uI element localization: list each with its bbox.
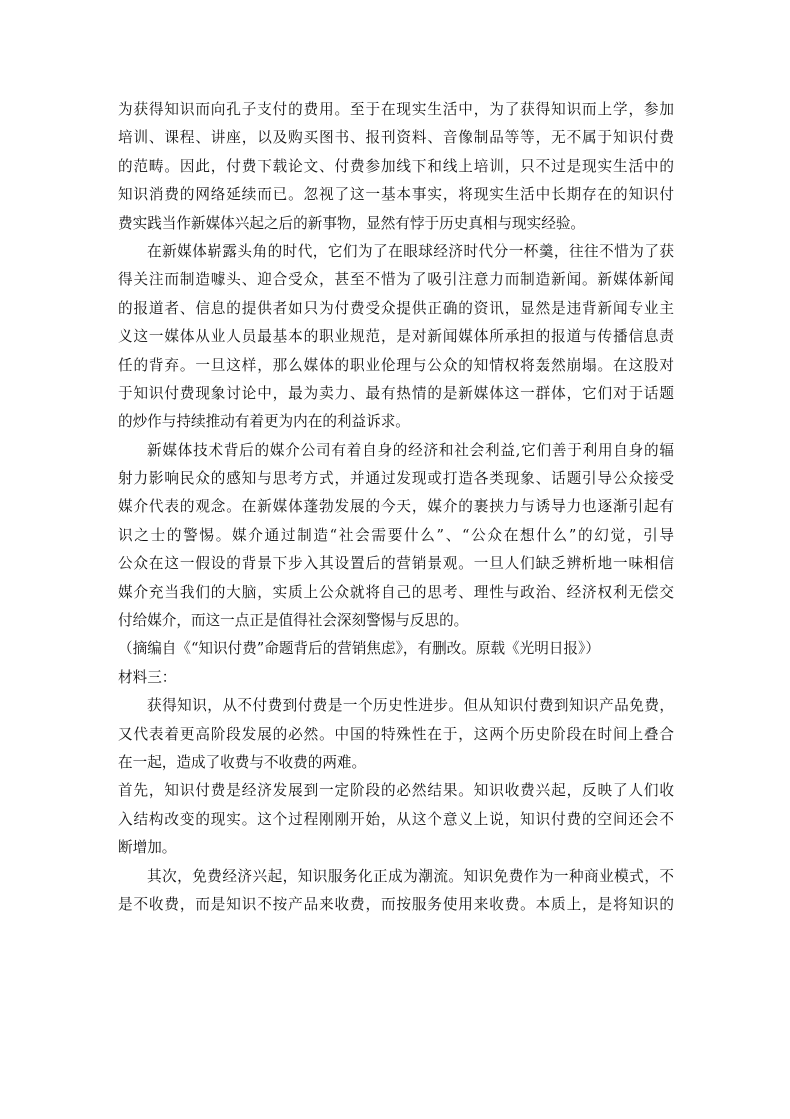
text-line: 其次，免费经济兴起，知识服务化正成为潮流。知识免费作为一种商业模式，不 xyxy=(147,867,674,885)
text-line: 在新媒体崭露头角的时代，它们为了在眼球经济时代分一杯羹，往往不惜为了获 xyxy=(147,242,674,260)
text-line: 的范畴。因此，付费下载论文、付费参加线下和线上培训，只不过是现实生活中的 xyxy=(118,157,674,175)
text-line: 媒介代表的观念。在新媒体蓬勃发展的今天，媒介的裹挟力与诱导力也逐渐引起有 xyxy=(118,498,674,516)
text-line: 付给媒介，而这一点正是值得社会深刻警惕与反思的。 xyxy=(118,612,469,630)
text-line: 费实践当作新媒体兴起之后的新事物，显然有悖于历史真相与现实经验。 xyxy=(118,214,586,232)
text-line: 在一起，造成了收费与不收费的两难。 xyxy=(118,753,367,771)
text-line: 射力影响民众的感知与思考方式，并通过发现或打造各类现象、话题引导公众接受 xyxy=(118,470,674,488)
text-line: 的报道者、信息的提供者如只为付费受众提供正确的资讯，显然是违背新闻专业主 xyxy=(118,299,674,317)
text-line: 又代表着更高阶段发展的必然。中国的特殊性在于，这两个历史阶段在时间上叠合 xyxy=(118,725,674,743)
text-line: 知识消费的网络延续而已。忽视了这一基本事实，将现实生活中长期存在的知识付 xyxy=(118,186,674,204)
text-line: 获得知识，从不付费到付费是一个历史性进步。但从知识付费到知识产品免费， xyxy=(147,697,674,715)
text-line: 培训、课程、讲座，以及购买图书、报刊资料、音像制品等等，无不属于知识付费 xyxy=(118,129,674,147)
text-line: 的炒作与持续推动有着更为内在的利益诉求。 xyxy=(118,413,410,431)
text-line: 于知识付费现象讨论中，最为卖力、最有热情的是新媒体这一群体，它们对于话题 xyxy=(118,384,674,402)
text-line: 是不收费，而是知识不按产品来收费，而按服务使用来收费。本质上，是将知识的 xyxy=(118,895,674,913)
text-line: 新媒体技术背后的媒介公司有着自身的经济和社会利益,它们善于利用自身的辐 xyxy=(147,441,674,459)
text-line: 识之士的警惕。媒介通过制造“社会需要什么”、“公众在想什么”的幻觉，引导 xyxy=(118,526,674,544)
text-line: 义这一媒体从业人员最基本的职业规范，是对新闻媒体所承担的报道与传播信息责 xyxy=(118,328,674,346)
text-line: 得关注而制造噱头、迎合受众，甚至不惜为了吸引注意力而制造新闻。新媒体新闻 xyxy=(118,271,674,289)
text-line: 公众在这一假设的背景下步入其设置后的营销景观。一旦人们缺乏辨析地一味相信 xyxy=(118,555,674,573)
document-page xyxy=(118,96,674,919)
text-line: 任的背弃。一旦这样，那么媒体的职业伦理与公众的知情权将轰然崩塌。在这股对 xyxy=(118,356,674,374)
text-line: 媒介充当我们的大脑，实质上公众就将自己的思考、理性与政治、经济权利无偿交 xyxy=(118,583,674,601)
text-line: （摘编自《“知识付费”命题背后的营销焦虑》，有删改。原载《光明日报》） xyxy=(118,640,600,658)
text-line: 首先，知识付费是经济发展到一定阶段的必然结果。知识收费兴起，反映了人们收 xyxy=(118,782,674,800)
text-line: 入结构改变的现实。这个过程刚刚开始，从这个意义上说，知识付费的空间还会不 xyxy=(118,810,674,828)
text-line: 材料三： xyxy=(118,668,177,686)
text-line: 为获得知识而向孔子支付的费用。至于在现实生活中，为了获得知识而上学，参加 xyxy=(118,101,674,118)
text-line: 断增加。 xyxy=(118,839,177,857)
